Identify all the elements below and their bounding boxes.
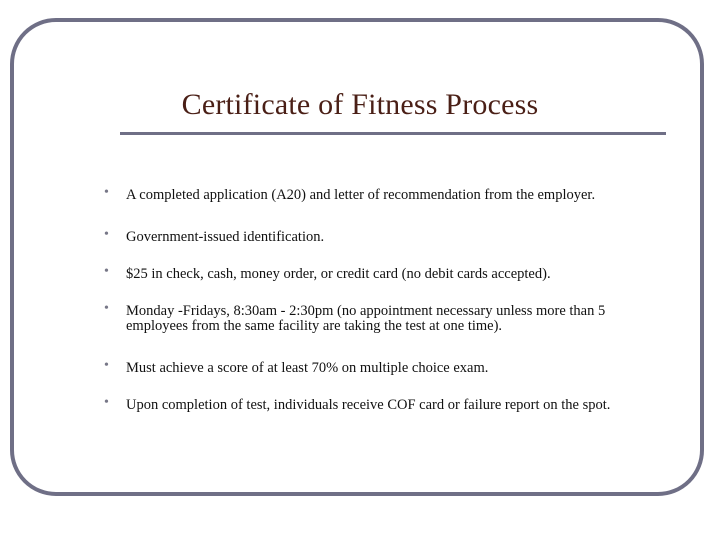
bullet-item-score: [104, 358, 664, 376]
bullet-icon: •: [104, 264, 109, 279]
bullet-icon: •: [104, 395, 109, 410]
title-underline: [120, 132, 666, 135]
bullet-text: Must achieve a score of at least 70% on multiple choice exam.: [126, 360, 489, 376]
bullet-icon: •: [104, 185, 109, 200]
bullet-icon: •: [104, 301, 109, 316]
bullet-text: A completed application (A20) and letter of recommendation from the employer.: [126, 187, 596, 203]
bullet-text: Government-issued identification.: [126, 229, 325, 245]
bullet-item-completion: [104, 395, 664, 413]
bullet-icon: •: [104, 227, 109, 242]
bullet-item-payment: [104, 264, 664, 282]
bullet-icon: •: [104, 358, 109, 373]
bullet-text: Monday -Fridays, 8:30am - 2:30pm (no appointment necessary unless more than 5 employees from the same facility are taking the test at one time).: [126, 303, 606, 334]
bullet-item-schedule: [104, 301, 664, 334]
bullet-item-identification: [104, 227, 664, 245]
bullet-text: Upon completion of test, individuals receive COF card or failure report on the spot.: [126, 397, 611, 413]
slide-title: Certificate of Fitness Process: [181, 88, 539, 121]
bullet-item-application: [104, 185, 664, 203]
bullet-list: [104, 185, 664, 440]
bullet-text: $25 in check, cash, money order, or credit card (no debit cards accepted).: [126, 266, 551, 282]
